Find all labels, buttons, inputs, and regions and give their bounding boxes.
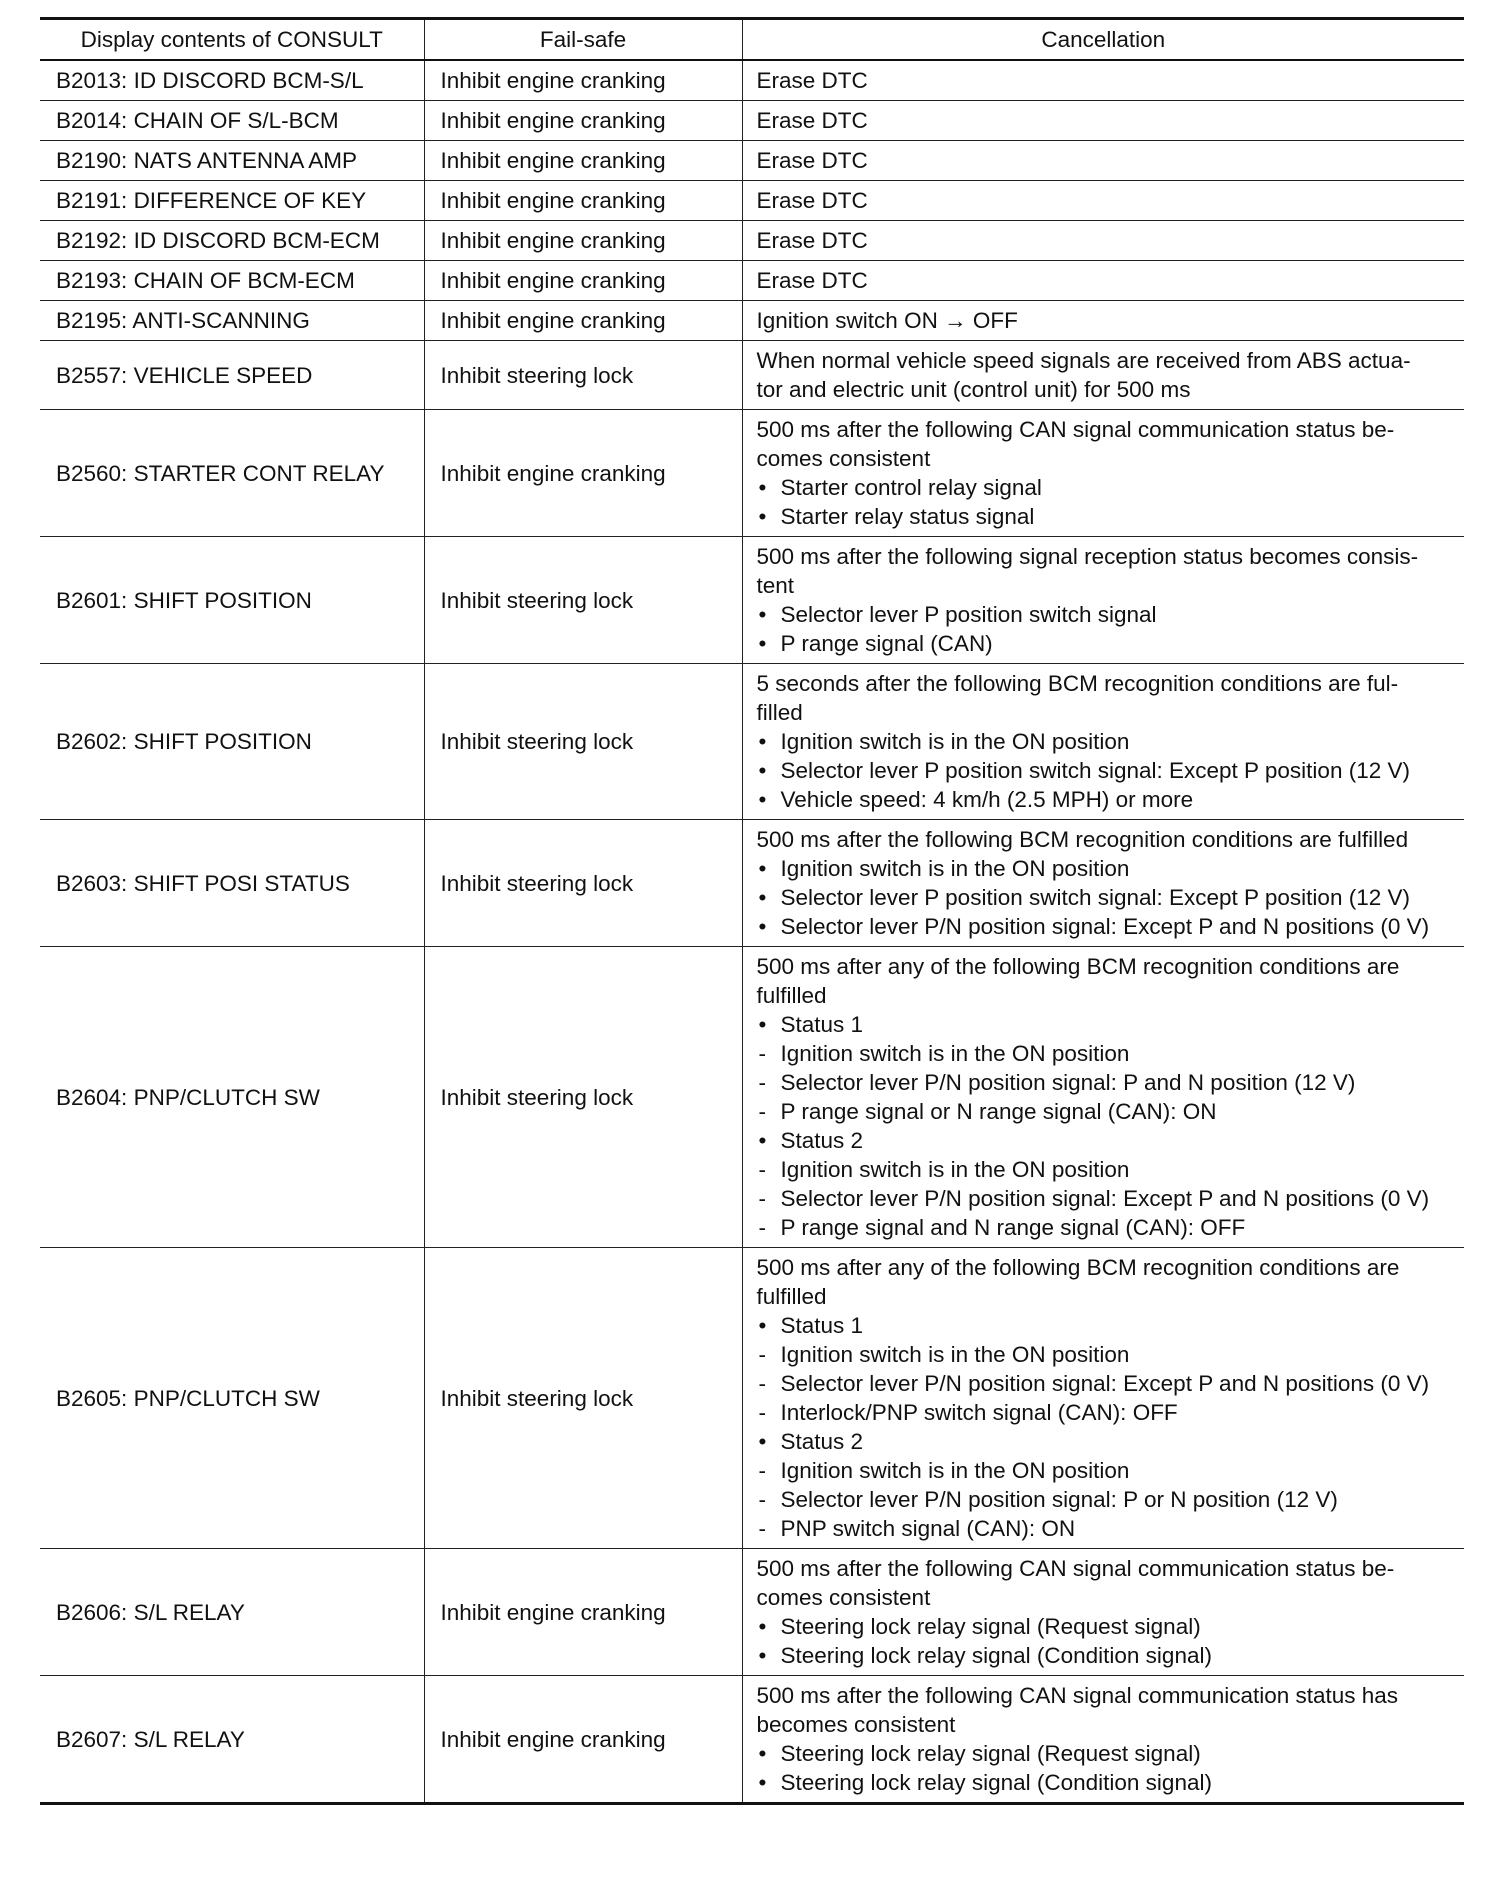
cancellation-text-line: When normal vehicle speed signals are received from ABS actua-	[756, 348, 1411, 373]
bullet-marker: •	[758, 1770, 767, 1795]
cancellation-text-line: fulfilled	[756, 1284, 827, 1309]
cancellation-item-text: Ignition switch is in the ON position	[780, 856, 1130, 881]
fail-safe-cell: Inhibit steering lock	[424, 947, 742, 1248]
cancellation-item-text: Status 2	[780, 1429, 864, 1454]
fail-safe-cell: Inhibit steering lock	[424, 664, 742, 820]
cancellation-item-text: Ignition switch is in the ON position	[780, 1157, 1130, 1182]
bullet-marker: •	[758, 1643, 767, 1668]
cancellation-text-line: 500 ms after the following signal reception status becomes consis-	[756, 544, 1419, 569]
cancellation-bullet-item	[757, 1612, 1457, 1641]
cancellation-cell	[742, 947, 1464, 1248]
cancellation-text-line: 500 ms after the following BCM recognition conditions are fulfilled	[756, 827, 1409, 852]
cancellation-bullet-item	[757, 785, 1457, 814]
table-row	[40, 301, 1464, 341]
cancellation-cell	[742, 261, 1464, 301]
cancellation-cell	[742, 664, 1464, 820]
cancellation-text-line: 500 ms after the following CAN signal communication status be-	[756, 417, 1395, 442]
cancellation-item-text: P range signal and N range signal (CAN): OFF	[780, 1215, 1246, 1240]
bullet-marker: •	[758, 1313, 767, 1338]
cancellation-bullet-item	[757, 854, 1457, 883]
cancellation-bullet-item	[757, 727, 1457, 756]
cancellation-dash-item	[757, 1184, 1457, 1213]
cancellation-dash-item	[757, 1068, 1457, 1097]
cancellation-item-text: Selector lever P/N position signal: P or N position (12 V)	[780, 1487, 1338, 1512]
dtc-display-cell: B2557: VEHICLE SPEED	[40, 341, 424, 410]
cancellation-dash-item	[757, 1456, 1457, 1485]
cancellation-text-line: filled	[756, 700, 803, 725]
cancellation-item-text: Starter control relay signal	[780, 475, 1042, 500]
cancellation-cell	[742, 221, 1464, 261]
header-cancellation: Cancellation	[742, 19, 1464, 61]
cancellation-item-text: Vehicle speed: 4 km/h (2.5 MPH) or more	[780, 787, 1194, 812]
cancellation-dash-item	[757, 1340, 1457, 1369]
bullet-marker: •	[758, 504, 767, 529]
cancellation-dash-item	[757, 1213, 1457, 1242]
bullet-marker: •	[758, 1741, 767, 1766]
table-row	[40, 60, 1464, 101]
cancellation-item-text: P range signal or N range signal (CAN): ON	[780, 1099, 1217, 1124]
fail-safe-cell: Inhibit engine cranking	[424, 221, 742, 261]
dash-marker: -	[758, 1371, 766, 1396]
cancellation-bullet-item	[757, 1126, 1457, 1155]
header-display-contents: Display contents of CONSULT	[40, 19, 424, 61]
fail-safe-cell: Inhibit engine cranking	[424, 410, 742, 537]
cancellation-cell	[742, 537, 1464, 664]
dash-marker: -	[758, 1516, 766, 1541]
dtc-display-cell: B2013: ID DISCORD BCM-S/L	[40, 60, 424, 101]
dash-marker: -	[758, 1070, 766, 1095]
dash-marker: -	[758, 1041, 766, 1066]
dash-marker: -	[758, 1099, 766, 1124]
cancellation-text-line: Erase DTC	[756, 188, 868, 213]
cancellation-dash-item	[757, 1485, 1457, 1514]
bullet-marker: •	[758, 729, 767, 754]
dash-marker: -	[758, 1186, 766, 1211]
cancellation-item-text: Steering lock relay signal (Request signal)	[780, 1741, 1201, 1766]
header-fail-safe: Fail-safe	[424, 19, 742, 61]
cancellation-cell	[742, 301, 1464, 341]
dash-marker: -	[758, 1215, 766, 1240]
bullet-marker: •	[758, 856, 767, 881]
table-row	[40, 947, 1464, 1248]
cancellation-cell	[742, 820, 1464, 947]
table-row	[40, 1248, 1464, 1549]
cancellation-item-text: Ignition switch is in the ON position	[780, 1458, 1130, 1483]
cancellation-text-line: becomes consistent	[756, 1712, 956, 1737]
cancellation-text-line: 500 ms after the following CAN signal communication status has	[756, 1683, 1399, 1708]
table-row	[40, 410, 1464, 537]
table-row	[40, 1676, 1464, 1804]
bullet-marker: •	[758, 1128, 767, 1153]
cancellation-bullet-item	[757, 1739, 1457, 1768]
cancellation-item-text: PNP switch signal (CAN): ON	[780, 1516, 1076, 1541]
dash-marker: -	[758, 1342, 766, 1367]
dash-marker: -	[758, 1400, 766, 1425]
cancellation-dash-item	[757, 1369, 1457, 1398]
cancellation-text-line: fulfilled	[756, 983, 827, 1008]
bullet-marker: •	[758, 1429, 767, 1454]
cancellation-item-text: Status 1	[780, 1012, 864, 1037]
cancellation-text-line: 500 ms after the following CAN signal communication status be-	[756, 1556, 1395, 1581]
cancellation-bullet-item	[757, 756, 1457, 785]
table-header-row	[40, 19, 1464, 61]
table-row	[40, 101, 1464, 141]
cancellation-item-text: Ignition switch is in the ON position	[780, 1342, 1130, 1367]
table-row	[40, 820, 1464, 947]
cancellation-bullet-item	[757, 883, 1457, 912]
cancellation-bullet-item	[757, 912, 1457, 941]
dtc-display-cell: B2606: S/L RELAY	[40, 1549, 424, 1676]
dtc-display-cell: B2191: DIFFERENCE OF KEY	[40, 181, 424, 221]
fail-safe-cell: Inhibit steering lock	[424, 1248, 742, 1549]
cancellation-item-text: Selector lever P position switch signal: Except P position (12 V)	[780, 758, 1410, 783]
cancellation-item-text: P range signal (CAN)	[780, 631, 993, 656]
dtc-failsafe-table	[40, 17, 1464, 1805]
dtc-display-cell: B2607: S/L RELAY	[40, 1676, 424, 1804]
cancellation-item-text: Selector lever P/N position signal: Except P and N positions (0 V)	[780, 1371, 1430, 1396]
cancellation-cell	[742, 141, 1464, 181]
dash-marker: -	[758, 1157, 766, 1182]
cancellation-text-line: Erase DTC	[756, 108, 868, 133]
cancellation-item-text: Ignition switch is in the ON position	[780, 729, 1130, 754]
table-row	[40, 537, 1464, 664]
cancellation-dash-item	[757, 1039, 1457, 1068]
bullet-marker: •	[758, 631, 767, 656]
cancellation-item-text: Selector lever P/N position signal: Except P and N positions (0 V)	[780, 1186, 1430, 1211]
cancellation-dash-item	[757, 1398, 1457, 1427]
cancellation-text-line: 500 ms after any of the following BCM recognition conditions are	[756, 954, 1400, 979]
cancellation-bullet-item	[757, 629, 1457, 658]
dtc-display-cell: B2604: PNP/CLUTCH SW	[40, 947, 424, 1248]
fail-safe-cell: Inhibit engine cranking	[424, 101, 742, 141]
cancellation-bullet-item	[757, 1641, 1457, 1670]
cancellation-cell	[742, 181, 1464, 221]
table-row	[40, 261, 1464, 301]
table-row	[40, 181, 1464, 221]
cancellation-item-text: Interlock/PNP switch signal (CAN): OFF	[780, 1400, 1178, 1425]
dtc-display-cell: B2192: ID DISCORD BCM-ECM	[40, 221, 424, 261]
cancellation-item-text: Steering lock relay signal (Condition signal)	[780, 1770, 1212, 1795]
bullet-marker: •	[758, 758, 767, 783]
cancellation-text-line: 500 ms after any of the following BCM recognition conditions are	[756, 1255, 1400, 1280]
fail-safe-cell: Inhibit engine cranking	[424, 60, 742, 101]
cancellation-text-line: comes consistent	[756, 1585, 931, 1610]
table-row	[40, 1549, 1464, 1676]
dtc-display-cell: B2602: SHIFT POSITION	[40, 664, 424, 820]
fail-safe-cell: Inhibit engine cranking	[424, 1549, 742, 1676]
cancellation-item-text: Starter relay status signal	[780, 504, 1035, 529]
dash-marker: -	[758, 1487, 766, 1512]
dtc-display-cell: B2601: SHIFT POSITION	[40, 537, 424, 664]
cancellation-bullet-item	[757, 1311, 1457, 1340]
cancellation-bullet-item	[757, 1768, 1457, 1797]
bullet-marker: •	[758, 602, 767, 627]
cancellation-bullet-item	[757, 600, 1457, 629]
cancellation-bullet-item	[757, 502, 1457, 531]
fail-safe-cell: Inhibit engine cranking	[424, 261, 742, 301]
table-body	[40, 60, 1464, 1804]
fail-safe-cell: Inhibit engine cranking	[424, 181, 742, 221]
bullet-marker: •	[758, 885, 767, 910]
cancellation-text-line: Erase DTC	[756, 148, 868, 173]
fail-safe-cell: Inhibit engine cranking	[424, 141, 742, 181]
dtc-display-cell: B2014: CHAIN OF S/L-BCM	[40, 101, 424, 141]
cancellation-dash-item	[757, 1155, 1457, 1184]
fail-safe-cell: Inhibit steering lock	[424, 537, 742, 664]
fail-safe-cell: Inhibit engine cranking	[424, 301, 742, 341]
dtc-display-cell: B2605: PNP/CLUTCH SW	[40, 1248, 424, 1549]
cancellation-cell	[742, 1676, 1464, 1804]
table-row	[40, 221, 1464, 261]
cancellation-item-text: Selector lever P position switch signal: Except P position (12 V)	[780, 885, 1410, 910]
cancellation-bullet-item	[757, 473, 1457, 502]
cancellation-text-line: tor and electric unit (control unit) for 500 ms	[756, 377, 1191, 402]
cancellation-cell	[742, 1549, 1464, 1676]
cancellation-text-line: Ignition switch ON → OFF	[756, 308, 1018, 333]
bullet-marker: •	[758, 1012, 767, 1037]
cancellation-item-text: Selector lever P/N position signal: P and N position (12 V)	[780, 1070, 1356, 1095]
dtc-display-cell: B2195: ANTI-SCANNING	[40, 301, 424, 341]
cancellation-item-text: Status 2	[780, 1128, 864, 1153]
cancellation-item-text: Selector lever P/N position signal: Except P and N positions (0 V)	[780, 914, 1430, 939]
bullet-marker: •	[758, 914, 767, 939]
cancellation-bullet-item	[757, 1427, 1457, 1456]
cancellation-text-line: Erase DTC	[756, 268, 868, 293]
cancellation-bullet-item	[757, 1010, 1457, 1039]
cancellation-item-text: Status 1	[780, 1313, 864, 1338]
bullet-marker: •	[758, 787, 767, 812]
cancellation-text-line: Erase DTC	[756, 68, 868, 93]
dtc-display-cell: B2190: NATS ANTENNA AMP	[40, 141, 424, 181]
cancellation-item-text: Steering lock relay signal (Request signal)	[780, 1614, 1201, 1639]
dtc-display-cell: B2560: STARTER CONT RELAY	[40, 410, 424, 537]
table-row	[40, 664, 1464, 820]
dash-marker: -	[758, 1458, 766, 1483]
fail-safe-cell: Inhibit steering lock	[424, 341, 742, 410]
table-row	[40, 341, 1464, 410]
fail-safe-cell: Inhibit steering lock	[424, 820, 742, 947]
dtc-display-cell: B2603: SHIFT POSI STATUS	[40, 820, 424, 947]
cancellation-dash-item	[757, 1514, 1457, 1543]
cancellation-cell	[742, 1248, 1464, 1549]
table-row	[40, 141, 1464, 181]
cancellation-text-line: tent	[756, 573, 795, 598]
cancellation-cell	[742, 101, 1464, 141]
dtc-display-cell: B2193: CHAIN OF BCM-ECM	[40, 261, 424, 301]
bullet-marker: •	[758, 475, 767, 500]
cancellation-cell	[742, 341, 1464, 410]
cancellation-item-text: Ignition switch is in the ON position	[780, 1041, 1130, 1066]
cancellation-item-text: Steering lock relay signal (Condition signal)	[780, 1643, 1212, 1668]
cancellation-text-line: 5 seconds after the following BCM recognition conditions are ful-	[756, 671, 1399, 696]
cancellation-text-line: Erase DTC	[756, 228, 868, 253]
bullet-marker: •	[758, 1614, 767, 1639]
cancellation-cell	[742, 60, 1464, 101]
cancellation-item-text: Selector lever P position switch signal	[780, 602, 1157, 627]
cancellation-dash-item	[757, 1097, 1457, 1126]
fail-safe-cell: Inhibit engine cranking	[424, 1676, 742, 1804]
cancellation-text-line: comes consistent	[756, 446, 931, 471]
cancellation-cell	[742, 410, 1464, 537]
